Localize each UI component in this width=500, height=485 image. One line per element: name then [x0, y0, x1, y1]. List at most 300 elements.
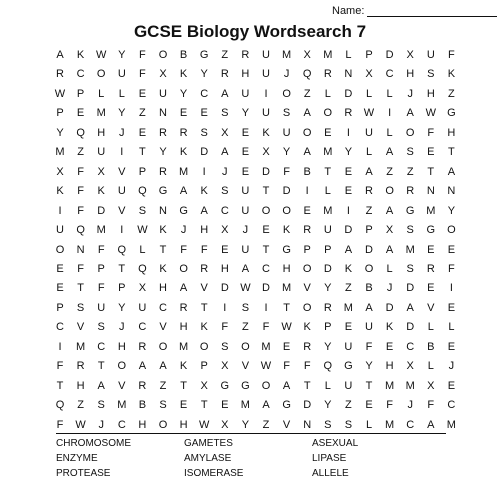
grid-letter: V [241, 360, 250, 373]
grid-letter: E [427, 146, 435, 159]
grid-letter: S [200, 126, 208, 139]
grid-letter: E [179, 107, 188, 120]
grid-letter: K [179, 68, 188, 81]
grid-letter: V [200, 282, 208, 295]
grid-letter: Z [406, 165, 414, 178]
grid-letter: Z [77, 399, 84, 412]
grid-letter: M [179, 165, 189, 178]
grid-letter: I [388, 107, 392, 120]
grid-letter: N [159, 107, 167, 120]
grid-letter: W [363, 107, 375, 120]
grid-letter: H [200, 224, 209, 237]
grid-letter: H [97, 126, 106, 139]
grid-row [50, 181, 456, 201]
grid-letter: N [447, 185, 456, 198]
grid-letter: H [406, 68, 415, 81]
grid-letter: T [283, 301, 290, 314]
grid-letter: U [138, 301, 147, 314]
grid-letter: I [58, 204, 62, 217]
grid-letter: A [447, 165, 456, 178]
grid-row [50, 201, 456, 221]
grid-letter: M [323, 49, 333, 61]
word-list-item: ASEXUAL [312, 438, 359, 449]
grid-letter: V [118, 379, 126, 392]
grid-letter: E [385, 340, 394, 353]
grid-letter: F [180, 243, 187, 256]
grid-letter: Y [241, 418, 250, 431]
grid-letter: Q [76, 126, 85, 139]
grid-letter: R [344, 107, 353, 120]
grid-letter: O [282, 204, 291, 217]
grid-letter: L [345, 49, 352, 61]
grid-row [50, 45, 455, 65]
grid-letter: M [385, 379, 395, 392]
grid-row [50, 64, 456, 84]
grid-letter: E [344, 165, 353, 178]
grid-letter: I [305, 185, 309, 198]
grid-letter: A [344, 243, 353, 256]
grid-letter: H [76, 379, 85, 392]
grid-letter: Y [56, 126, 64, 139]
grid-letter: E [138, 87, 147, 100]
grid-letter: D [282, 185, 291, 198]
grid-letter: Y [159, 146, 167, 159]
grid-letter: C [262, 262, 270, 275]
grid-letter: R [179, 126, 188, 139]
grid-row [50, 220, 456, 240]
grid-letter: S [406, 146, 414, 159]
grid-letter: J [407, 399, 413, 412]
grid-letter: K [179, 360, 188, 373]
grid-letter: A [282, 379, 291, 392]
grid-letter: U [262, 107, 270, 120]
grid-letter: M [323, 146, 333, 159]
grid-letter: W [260, 360, 272, 373]
grid-letter: X [427, 379, 435, 392]
grid-letter: D [262, 282, 270, 295]
grid-letter: H [426, 87, 435, 100]
grid-letter: S [241, 301, 250, 314]
grid-letter: S [97, 399, 105, 412]
grid-letter: E [262, 224, 270, 237]
grid-letter: M [282, 49, 292, 61]
grid-letter: F [77, 185, 84, 198]
grid-letter: L [118, 87, 125, 100]
grid-row [50, 142, 455, 162]
grid-letter: Q [138, 185, 147, 198]
grid-letter: C [406, 340, 415, 353]
grid-row [50, 84, 455, 104]
grid-letter: E [447, 243, 456, 256]
grid-letter: X [221, 360, 229, 373]
grid-letter: S [221, 340, 229, 353]
grid-letter: O [302, 262, 312, 275]
grid-letter: Z [242, 321, 249, 334]
grid-letter: U [323, 224, 332, 237]
grid-letter: Z [221, 49, 229, 61]
grid-letter: E [221, 399, 229, 412]
grid-letter: U [117, 68, 126, 81]
grid-letter: S [282, 107, 291, 120]
grid-row [50, 103, 456, 123]
grid-letter: K [159, 224, 167, 237]
grid-letter: T [159, 243, 167, 256]
grid-letter: D [385, 301, 394, 314]
grid-letter: O [96, 68, 106, 81]
grid-letter: A [406, 107, 414, 120]
grid-letter: M [323, 204, 333, 217]
grid-letter: Q [76, 224, 85, 237]
grid-letter: Z [303, 87, 311, 100]
grid-letter: T [200, 301, 208, 314]
grid-letter: F [283, 360, 290, 373]
grid-letter: D [220, 282, 229, 295]
letter-grid [50, 45, 456, 433]
grid-letter: M [426, 204, 436, 217]
grid-letter: U [282, 126, 291, 139]
grid-letter: W [425, 107, 436, 120]
grid-letter: G [220, 379, 230, 392]
grid-letter: A [97, 379, 105, 392]
grid-letter: U [241, 243, 250, 256]
grid-letter: F [448, 262, 455, 275]
grid-letter: Y [118, 107, 126, 120]
word-list-item: ENZYME [56, 453, 98, 464]
grid-row [50, 415, 456, 435]
grid-letter: W [75, 418, 86, 431]
grid-letter: C [406, 418, 415, 431]
grid-letter: N [76, 243, 85, 256]
grid-letter: L [324, 87, 331, 100]
grid-letter: E [344, 321, 353, 334]
grid-letter: S [138, 204, 147, 217]
grid-letter: O [405, 126, 415, 139]
grid-letter: U [262, 68, 270, 81]
grid-letter: W [281, 321, 292, 334]
grid-letter: W [240, 282, 251, 295]
grid-letter: O [117, 360, 127, 373]
grid-letter: J [283, 68, 290, 81]
grid-letter: M [96, 224, 106, 237]
grid-letter: T [56, 379, 64, 392]
grid-letter: Z [262, 418, 270, 431]
grid-letter: W [198, 418, 210, 431]
grid-letter: Y [324, 282, 332, 295]
grid-letter: S [406, 262, 414, 275]
grid-letter: L [365, 146, 373, 159]
grid-letter: L [324, 379, 331, 392]
grid-letter: U [241, 204, 250, 217]
grid-letter: Q [302, 68, 312, 81]
grid-row [50, 123, 456, 143]
grid-letter: K [303, 321, 311, 334]
grid-letter: S [324, 418, 332, 431]
grid-letter: Z [77, 146, 84, 159]
grid-letter: R [159, 165, 167, 178]
grid-letter: O [261, 379, 271, 392]
grid-letter: E [241, 165, 250, 178]
grid-letter: U [365, 321, 373, 334]
grid-letter: I [120, 224, 124, 237]
grid-letter: J [119, 321, 125, 334]
grid-letter: F [427, 399, 435, 412]
grid-letter: V [159, 321, 167, 334]
grid-letter: M [55, 146, 65, 159]
grid-letter: U [241, 185, 250, 198]
word-list-item: ISOMERASE [184, 468, 244, 479]
word-list-item: GAMETES [184, 438, 233, 449]
grid-letter: N [426, 185, 435, 198]
grid-letter: W [95, 49, 107, 61]
grid-letter: O [385, 185, 394, 198]
worksheet-title: GCSE Biology Wordsearch 7 [133, 22, 367, 41]
grid-letter: V [118, 165, 126, 178]
grid-letter: O [261, 204, 271, 217]
grid-letter: O [199, 340, 209, 353]
grid-letter: L [448, 321, 455, 334]
grid-letter: X [406, 49, 414, 61]
grid-letter: O [158, 340, 168, 353]
grid-letter: D [344, 87, 353, 100]
grid-letter: A [427, 418, 435, 431]
grid-letter: O [364, 262, 374, 275]
grid-letter: F [386, 399, 393, 412]
grid-letter: M [261, 340, 271, 353]
grid-row [50, 317, 455, 337]
grid-letter: M [240, 399, 250, 412]
grid-letter: K [200, 185, 208, 198]
grid-letter: Y [200, 68, 208, 81]
grid-row [50, 162, 456, 182]
grid-letter: C [76, 68, 85, 81]
grid-letter: G [447, 107, 456, 120]
grid-letter: U [241, 87, 250, 100]
grid-letter: C [159, 301, 167, 314]
grid-letter: F [56, 360, 64, 373]
grid-letter: T [303, 379, 311, 392]
grid-letter: R [323, 68, 332, 81]
grid-row [50, 337, 456, 357]
word-list-item: PROTEASE [56, 468, 111, 479]
grid-letter: X [221, 126, 229, 139]
grid-letter: O [302, 126, 312, 139]
name-blank-line [367, 5, 497, 17]
grid-letter: C [200, 87, 209, 100]
grid-letter: C [138, 321, 147, 334]
grid-letter: F [139, 68, 146, 81]
grid-letter: H [159, 282, 167, 295]
grid-letter: F [200, 243, 208, 256]
grid-letter: P [365, 224, 373, 237]
grid-letter: R [365, 185, 373, 198]
grid-letter: B [365, 282, 373, 295]
grid-letter: A [200, 204, 208, 217]
grid-letter: L [386, 262, 393, 275]
grid-letter: X [221, 418, 229, 431]
grid-letter: F [283, 165, 290, 178]
grid-letter: R [406, 185, 415, 198]
grid-letter: D [406, 282, 415, 295]
grid-letter: G [405, 204, 415, 217]
grid-letter: X [385, 224, 394, 237]
grid-letter: E [447, 301, 456, 314]
grid-letter: T [97, 360, 105, 373]
grid-letter: R [138, 379, 147, 392]
grid-letter: C [56, 321, 64, 334]
grid-letter: Q [323, 360, 333, 373]
name-field [332, 1, 497, 17]
grid-letter: I [346, 126, 350, 139]
grid-letter: Y [241, 107, 250, 120]
grid-letter: X [56, 165, 64, 178]
grid-letter: F [262, 321, 270, 334]
grid-letter: A [179, 185, 188, 198]
word-list-item: ALLELE [312, 468, 349, 479]
grid-letter: G [179, 204, 188, 217]
grid-letter: Z [159, 379, 167, 392]
grid-letter: E [324, 126, 332, 139]
grid-letter: X [262, 146, 270, 159]
grid-letter: I [449, 282, 453, 295]
grid-letter: A [303, 146, 311, 159]
grid-letter: T [448, 146, 455, 159]
grid-letter: H [385, 360, 394, 373]
grid-letter: Z [139, 107, 146, 120]
grid-letter: U [262, 49, 270, 61]
grid-letter: L [427, 321, 434, 334]
grid-letter: I [202, 165, 206, 178]
grid-letter: T [262, 185, 270, 198]
grid-letter: S [344, 418, 353, 431]
grid-letter: F [97, 282, 105, 295]
grid-letter: A [365, 301, 373, 314]
grid-letter: R [220, 68, 229, 81]
grid-letter: E [221, 243, 229, 256]
grid-letter: H [220, 262, 229, 275]
grid-letter: Z [365, 204, 373, 217]
grid-letter: Y [118, 301, 126, 314]
grid-letter: R [303, 340, 312, 353]
grid-letter: E [56, 262, 64, 275]
grid-letter: T [427, 165, 435, 178]
grid-row [50, 376, 456, 396]
grid-letter: V [303, 282, 311, 295]
grid-letter: R [179, 301, 188, 314]
grid-letter: M [117, 399, 127, 412]
grid-letter: L [386, 126, 393, 139]
grid-row [50, 278, 452, 298]
grid-letter: J [180, 224, 187, 237]
grid-letter: L [386, 87, 393, 100]
word-list [56, 437, 456, 481]
grid-letter: Z [448, 87, 455, 100]
grid-letter: S [97, 321, 105, 334]
grid-letter: J [119, 126, 125, 139]
grid-letter: O [302, 301, 312, 314]
grid-letter: A [406, 301, 414, 314]
grid-letter: Y [447, 204, 456, 217]
grid-letter: M [282, 282, 292, 295]
grid-letter: D [262, 165, 270, 178]
grid-letter: T [365, 379, 373, 392]
divider-line [56, 433, 446, 434]
grid-letter: A [179, 282, 188, 295]
grid-letter: K [447, 68, 456, 81]
grid-letter: K [385, 321, 394, 334]
grid-letter: U [97, 301, 106, 314]
grid-letter: S [221, 185, 229, 198]
grid-letter: J [222, 165, 228, 178]
grid-letter: J [448, 360, 455, 373]
grid-letter: F [77, 165, 84, 178]
grid-letter: I [58, 340, 62, 353]
grid-row [50, 240, 456, 260]
grid-letter: D [406, 321, 415, 334]
grid-letter: X [138, 282, 147, 295]
grid-letter: I [120, 146, 124, 159]
grid-letter: O [241, 340, 250, 353]
grid-letter: C [447, 399, 456, 412]
grid-letter: L [98, 87, 105, 100]
grid-letter: P [56, 107, 64, 120]
grid-letter: I [223, 301, 227, 314]
grid-letter: H [241, 68, 250, 81]
grid-letter: U [56, 224, 64, 237]
grid-letter: E [303, 204, 311, 217]
grid-letter: F [365, 340, 373, 353]
grid-letter: R [303, 224, 312, 237]
grid-letter: Y [324, 399, 332, 412]
grid-letter: S [159, 399, 167, 412]
grid-letter: A [262, 399, 270, 412]
grid-letter: M [405, 379, 415, 392]
grid-letter: M [179, 340, 189, 353]
grid-letter: L [427, 360, 434, 373]
grid-letter: O [55, 243, 65, 256]
grid-letter: K [159, 262, 167, 275]
grid-letter: J [386, 282, 393, 295]
grid-letter: P [324, 243, 332, 256]
grid-letter: P [324, 321, 332, 334]
word-list-item: AMYLASE [184, 453, 232, 464]
grid-letter: A [241, 262, 250, 275]
grid-letter: B [303, 165, 311, 178]
grid-letter: O [158, 418, 168, 431]
grid-letter: X [97, 165, 105, 178]
grid-letter: G [241, 379, 250, 392]
grid-letter: R [56, 68, 64, 81]
grid-letter: C [220, 204, 229, 217]
grid-letter: L [139, 243, 146, 256]
grid-letter: S [76, 301, 85, 314]
grid-letter: Y [282, 146, 291, 159]
grid-letter: L [365, 418, 373, 431]
grid-letter: W [137, 224, 148, 237]
grid-letter: H [179, 321, 188, 334]
grid-letter: R [138, 340, 147, 353]
grid-letter: E [447, 340, 456, 353]
grid-row [50, 259, 455, 279]
grid-letter: G [158, 185, 168, 198]
grid-letter: Q [117, 243, 127, 256]
grid-letter: J [242, 224, 249, 237]
grid-letter: E [241, 126, 250, 139]
grid-letter: M [446, 418, 456, 431]
grid-letter: G [199, 49, 209, 61]
grid-letter: C [97, 340, 106, 353]
grid-letter: X [200, 379, 208, 392]
grid-letter: P [365, 49, 373, 61]
